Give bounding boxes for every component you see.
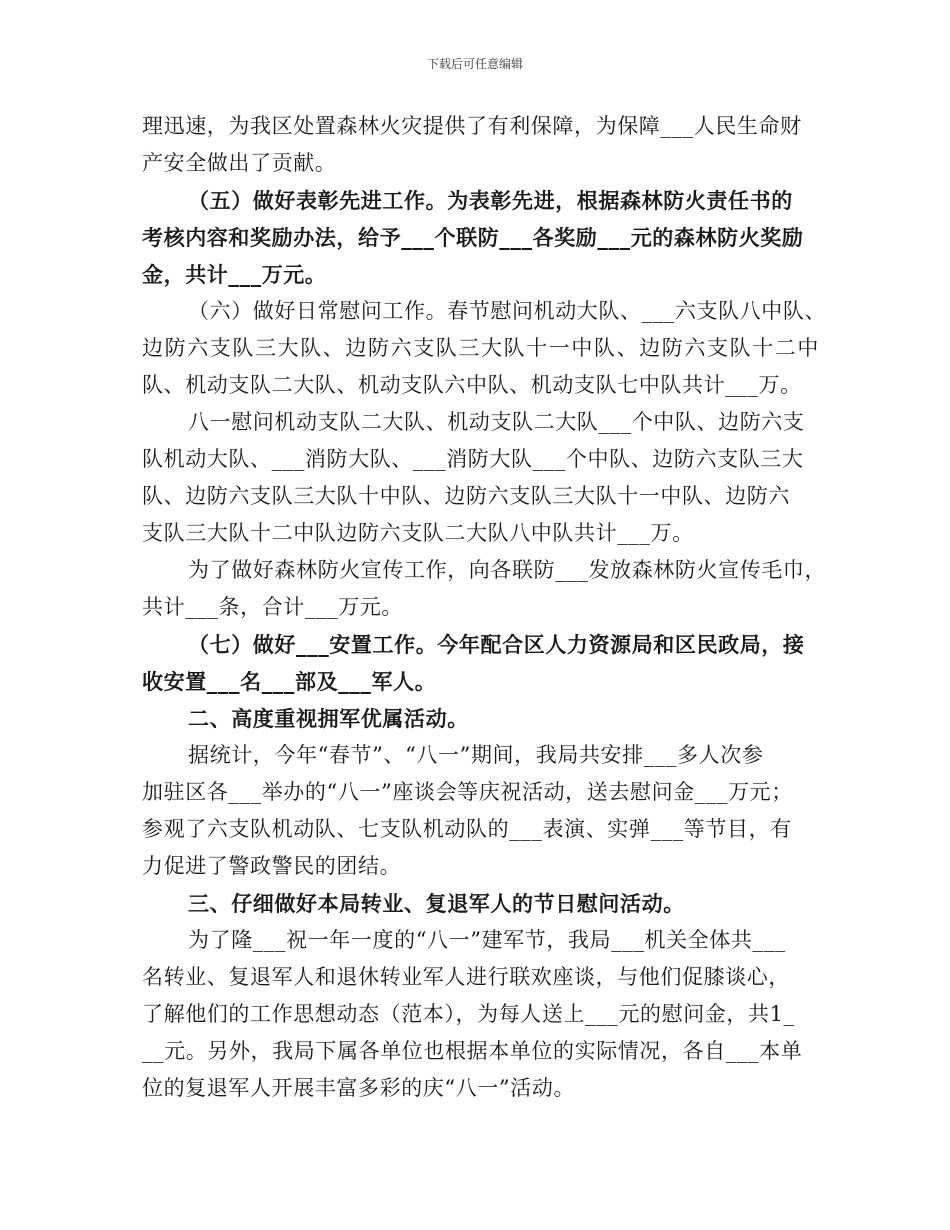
text-line: 据统计，今年“春节”、“八一”期间，我局共安排___多人次参 xyxy=(188,743,764,767)
page-header: 下载后可任意编辑 xyxy=(426,57,523,71)
text-line: 八一慰问机动支队二大队、机动支队二大队___个中队、边防六支 xyxy=(188,410,805,434)
text-line: __元。另外，我局下属各单位也根据本单位的实际情况，各自___本单 xyxy=(142,1039,803,1063)
paragraph-heading-7 xyxy=(142,626,827,700)
text-line: 位的复退军人开展丰富多彩的庆“八一”活动。 xyxy=(142,1076,576,1100)
text-line: 了解他们的工作思想动态（范本），为每人送上___元的慰问金，共1_ xyxy=(142,1002,795,1026)
paragraph xyxy=(142,737,827,885)
text-line: 队机动大队、___消防大队、___消防大队___个中队、边防六支队三大 xyxy=(142,447,804,471)
text-line: 为了做好森林防火宣传工作，向各联防___发放森林防火宣传毛巾， xyxy=(188,558,827,582)
paragraph xyxy=(142,404,827,552)
text-line: （七）做好___安置工作。今年配合区人力资源局和区民政局，接 xyxy=(188,632,805,657)
text-line: 力促进了警政警民的团结。 xyxy=(142,854,402,878)
text-line: 考核内容和奖励办法，给予___个联防___各奖励___元的森林防火奖励 xyxy=(142,225,804,250)
document-body xyxy=(142,108,827,1107)
text-line: 理迅速，为我区处置森林火灾提供了有利保障，为保障___人民生命财 xyxy=(142,114,802,138)
text-line: 三、仔细做好本局转业、复退军人的节日慰问活动。 xyxy=(188,891,685,916)
text-line: 队、边防六支队三大队十中队、边防六支队三大队十一中队、边防六 xyxy=(142,484,790,508)
text-line: 支队三大队十二中队边防六支队二大队八中队共计___万。 xyxy=(142,521,694,545)
text-line: （六）做好日常慰问工作。春节慰问机动大队、___六支队八中队、 xyxy=(188,299,827,323)
paragraph-section-6 xyxy=(142,293,827,404)
text-line: 名转业、复退军人和退休转业军人进行联欢座谈，与他们促膝谈心， xyxy=(142,965,790,989)
paragraph xyxy=(142,108,827,182)
text-line: 金，共计___万元。 xyxy=(142,262,327,287)
text-line: 加驻区各___举办的“八一”座谈会等庆祝活动，送去慰问金___万元； xyxy=(142,780,793,804)
text-line: 为了隆___祝一年一度的“八一”建军节，我局___机关全体共___ xyxy=(188,928,786,952)
text-line: 二、高度重视拥军优属活动。 xyxy=(188,706,469,731)
text-line: 收安置___名___部及___军人。 xyxy=(142,669,437,694)
text-line: 共计___条，合计___万元。 xyxy=(142,595,403,619)
text-line: 边防六支队三大队、边防六支队三大队十一中队、边防六支队十二中 xyxy=(142,336,820,360)
section-heading-3 xyxy=(142,885,827,922)
paragraph xyxy=(142,552,827,626)
text-line: 产安全做出了贡献。 xyxy=(142,151,337,175)
text-line: 队、机动支队二大队、机动支队六中队、机动支队七中队共计___万。 xyxy=(142,373,802,397)
paragraph-heading-5 xyxy=(142,182,827,293)
text-line: 参观了六支队机动队、七支队机动队的___表演、实弹___等节目，有 xyxy=(142,817,792,841)
text-line: （五）做好表彰先进工作。为表彰先进，根据森林防火责任书的 xyxy=(188,188,793,213)
paragraph xyxy=(142,922,827,1107)
section-heading-2 xyxy=(142,700,827,737)
